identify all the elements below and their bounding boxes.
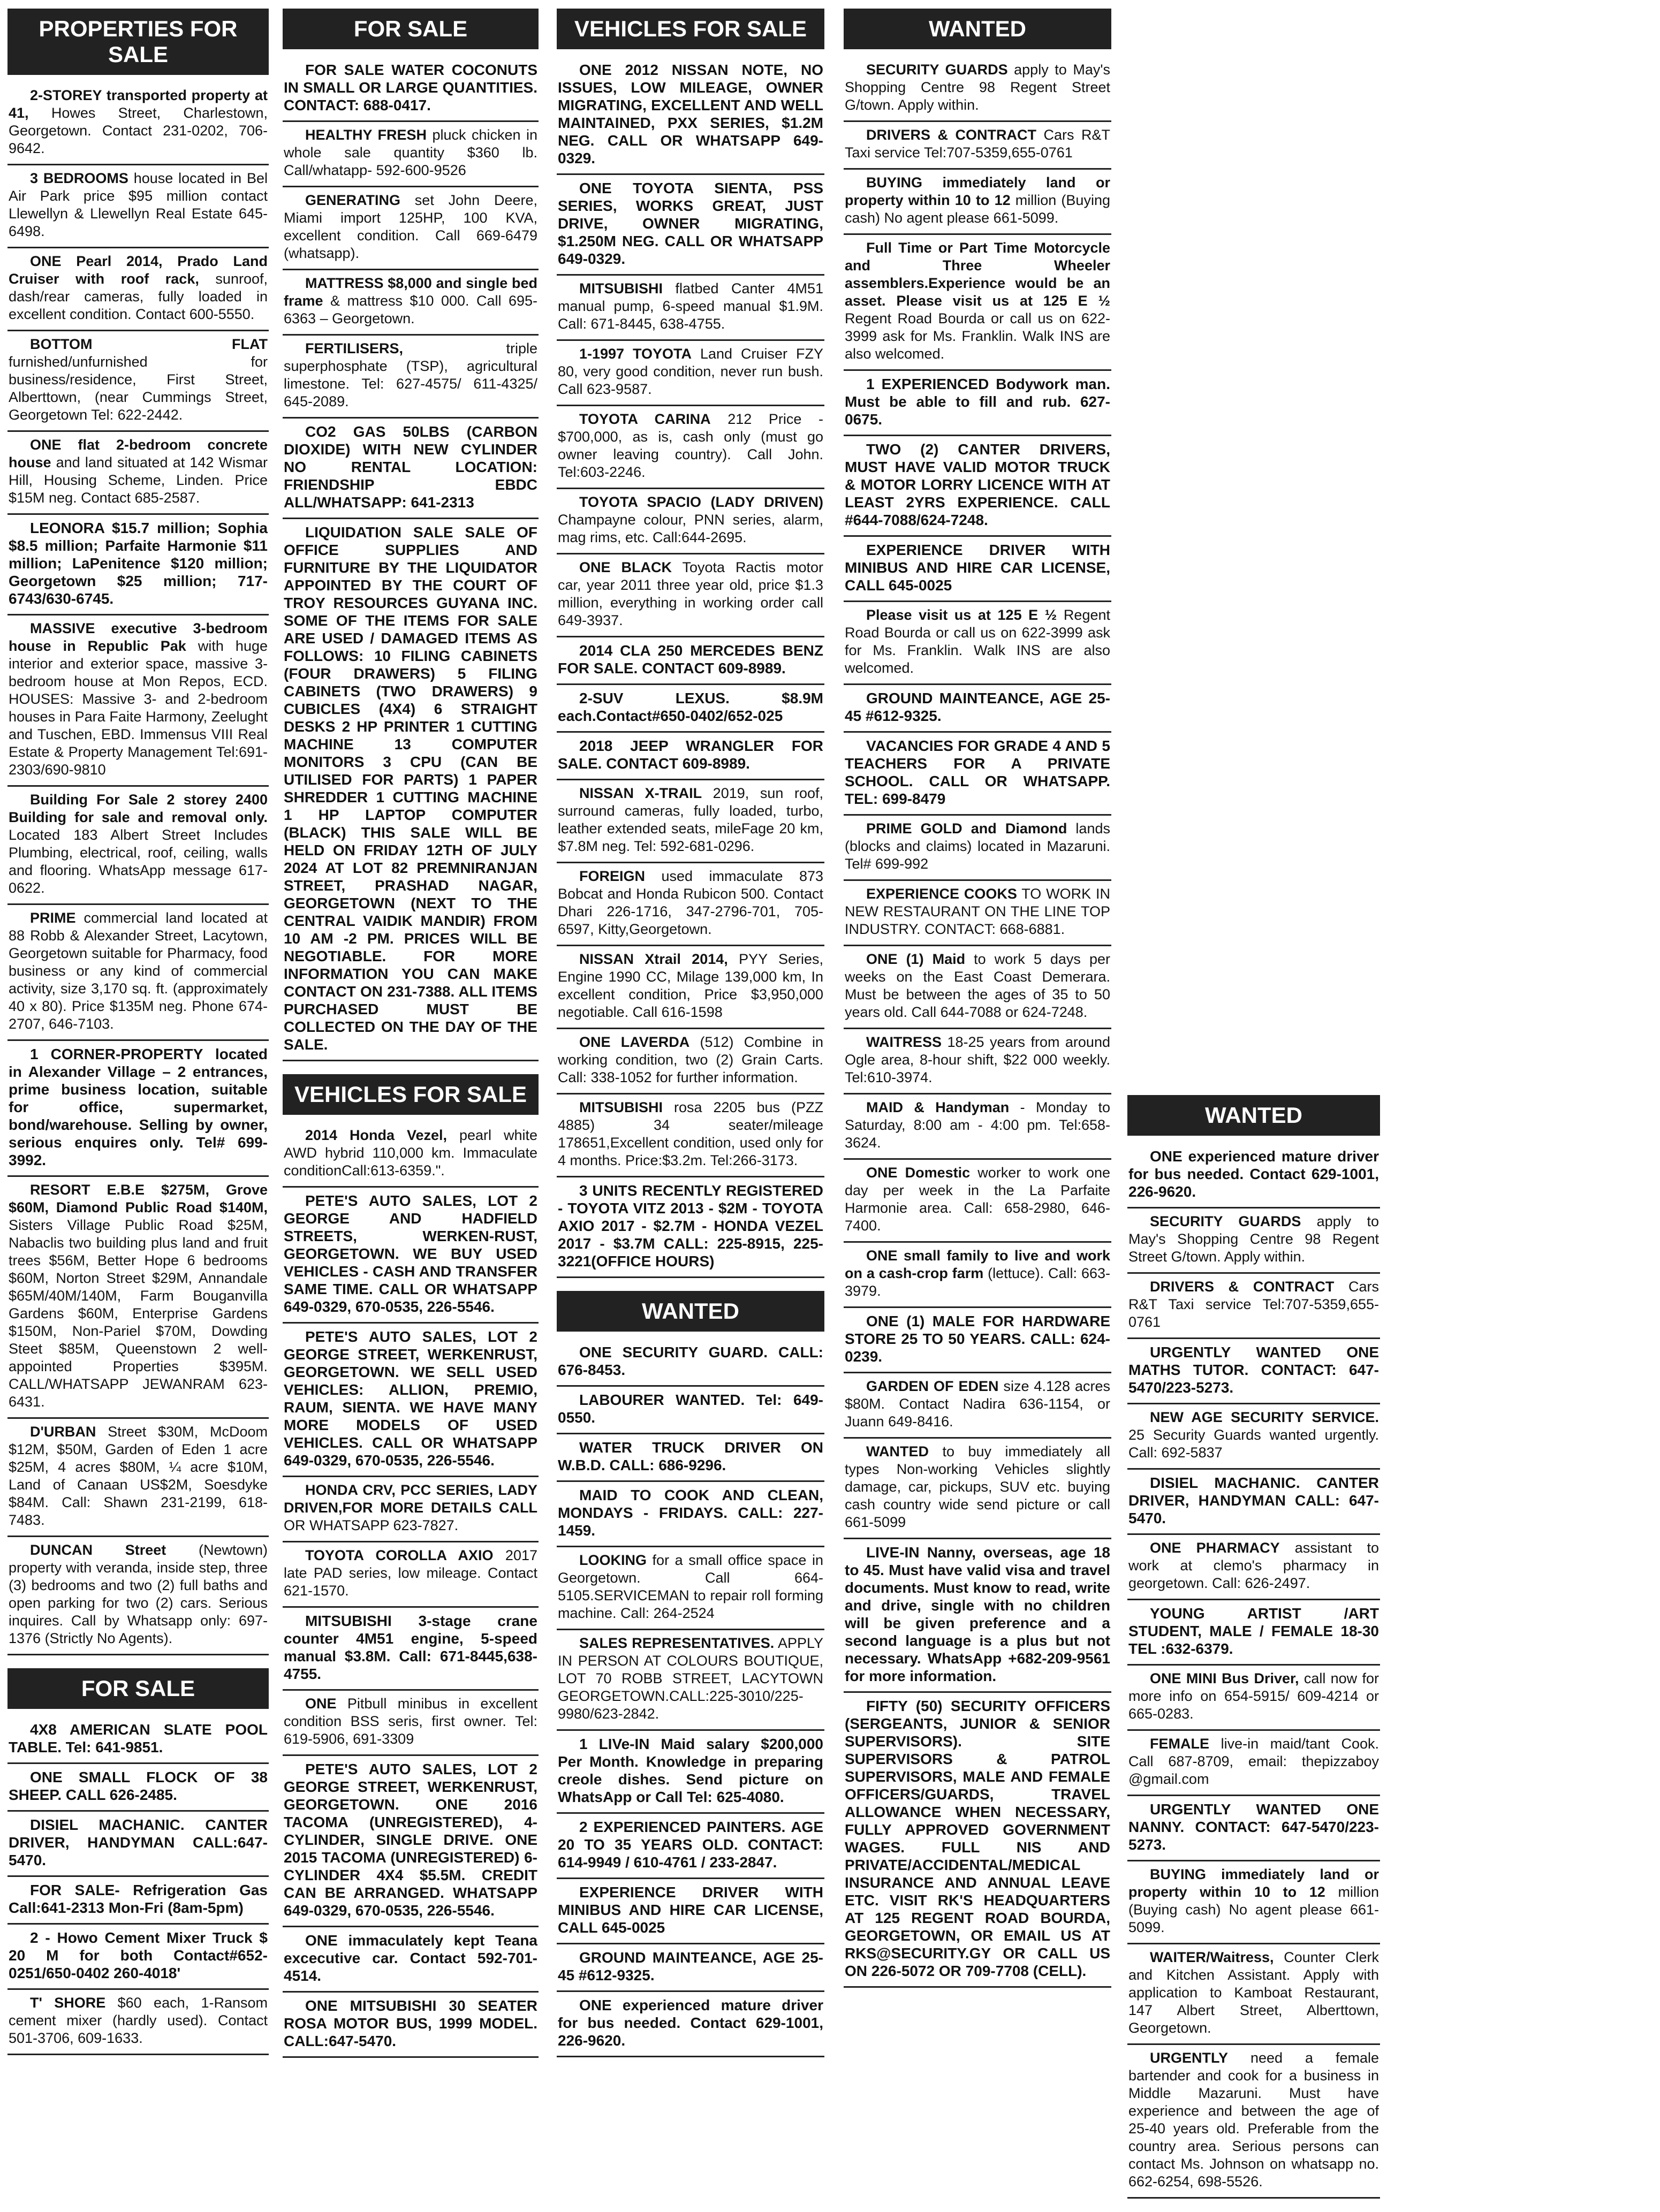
ad-lead: 3 BEDROOMS xyxy=(30,170,128,186)
ad-lead: T' SHORE xyxy=(30,1995,106,2011)
ad-lead: URGENTLY WANTED ONE NANNY. CONTACT: 647-5470/223-5273. xyxy=(1128,1801,1379,1853)
ad-body: Regent Road Bourda or call us on 622-3999 ask for Ms. Franklin. Walk INS are also welcomed. xyxy=(845,310,1110,362)
ad-body: (512) Combine in working condition, two (2) Grain Carts. Call: 338-1052 for further information. xyxy=(558,1034,823,1085)
classified-ad xyxy=(7,331,269,432)
ad-lead: GENERATING xyxy=(305,192,401,208)
ad-body: flatbed Canter 4M51 manual pump, 6-speed manual $1.9M. Call: 671-8445, 638-4755. xyxy=(558,280,823,332)
ad-body: Cars R&T Taxi service Tel:707-5359,655-0761 xyxy=(1128,1279,1379,1330)
classified-ad xyxy=(7,248,269,331)
classified-ad xyxy=(557,1814,824,1879)
classified-ad xyxy=(557,341,824,406)
ad-lead: PETE'S AUTO SALES, LOT 2 GEORGE STREET, WERKENRUST, GEORGETOWN. ONE 2016 TACOMA (UNREGISTERED), 4-CYLINDER, SINGLE DRIVE. ONE 2015 TACOMA (UNREGISTERED) 6-CYLINDER 4X4 $5.5M. CREDIT CAN BE ARRANGED. WHATSAPP 649-0329, 670-0535, 226-5546. xyxy=(284,1761,537,1919)
ad-body: pearl white AWD hybrid 110,000 km. Immaculate conditionCall:613-6359.". xyxy=(284,1127,537,1179)
classified-ad xyxy=(1127,1731,1380,1796)
classified-ad xyxy=(557,1547,824,1630)
classified-ad xyxy=(7,1537,269,1655)
classified-ad xyxy=(1127,1944,1380,2045)
classified-ad xyxy=(7,787,269,905)
ad-body: Toyota Ractis motor car, year 2011 three year old, price $1.3 million, everything in working order call 649-3937. xyxy=(558,559,823,628)
ad-body: worker to work one day per week in the La Parfaite Harmonie area. Call: 658-2980, 646-7400. xyxy=(845,1165,1110,1234)
ad-body: (Newtown) property with veranda, inside step, three (3) bedrooms and two (2) full baths and open parking for two (2) cars. Serious inquires. Call by Whatsapp only: 697-1376 (Strictly No Agents). xyxy=(9,1542,268,1646)
ad-body: used immaculate 873 Bobcat and Honda Rubicon 500. Contact Dhari 226-1716, 347-2796-701, 705-6597, Kitty,Georgetown. xyxy=(558,868,823,937)
classified-ad xyxy=(283,1188,539,1324)
ad-lead: SECURITY GUARDS xyxy=(866,62,1008,78)
ad-lead: Building For Sale 2 storey 2400 Building for sale and removal only. xyxy=(9,792,268,825)
section-header: VEHICLES FOR SALE xyxy=(557,9,824,49)
ad-lead: NISSAN Xtrail 2014, xyxy=(579,951,728,967)
ad-lead: FOR SALE WATER COCONUTS IN SMALL OR LARGE QUANTITIES. CONTACT: 688-0417. xyxy=(284,62,537,113)
classified-ad xyxy=(283,1324,539,1477)
ad-lead: BUYING immediately land or property within 10 to 12 xyxy=(845,174,1110,208)
classified-ad xyxy=(557,1387,824,1434)
classified-ad xyxy=(844,733,1111,816)
classified-ad xyxy=(844,537,1111,602)
ad-body: with huge interior and exterior space, massive 3-bedroom house at Mon Repos, ECD. HOUSES: Massive 3- and 2-bedroom houses in Para Faite Harmony, Zeelught and Tuschen, EBD. Immensus VIII Real Estate & Property Management Tel:691-2303/690-9810 xyxy=(9,638,268,778)
classified-ad xyxy=(844,602,1111,685)
ad-lead: BUYING immediately land or property within 10 to 12 xyxy=(1128,1866,1379,1900)
classified-ad xyxy=(557,1731,824,1814)
ad-body: lands (blocks and claims) located in Mazaruni. Tel# 699-992 xyxy=(845,820,1110,872)
classified-ad xyxy=(557,175,824,276)
ad-body: 25 Security Guards wanted urgently. Call: 692-5837 xyxy=(1128,1427,1379,1461)
classified-ad xyxy=(283,1993,539,2058)
ad-lead: 2018 JEEP WRANGLER FOR SALE. CONTACT 609-8989. xyxy=(558,738,823,772)
ad-lead: YOUNG ARTIST /ART STUDENT, MALE / FEMALE 18-30 TEL :632-6379. xyxy=(1128,1605,1379,1657)
classified-ad xyxy=(283,336,539,419)
classified-ad xyxy=(557,276,824,341)
section-gap xyxy=(7,1655,269,1668)
ad-body: for a small office space in Georgetown. Call 664-5105.SERVICEMAN to repair roll forming machine. Call: 264-2524 xyxy=(558,1552,823,1621)
section-gap xyxy=(557,1278,824,1291)
classified-ad xyxy=(7,1716,269,1764)
ad-lead: Full Time or Part Time Motorcycle and Three Wheeler assemblers.Experience would be an asset. Please visit us at 125 E ½ xyxy=(845,240,1110,309)
classified-ad xyxy=(557,489,824,554)
section-header: WANTED xyxy=(557,1291,824,1332)
ad-lead: DRIVERS & CONTRACT xyxy=(866,127,1036,143)
ad-lead: ONE PHARMACY xyxy=(1150,1540,1280,1556)
ad-body: Regent Road Bourda or call us on 622-3999 ask for Ms. Franklin. Walk INS are also welcomed. xyxy=(845,607,1110,676)
classified-ad xyxy=(7,515,269,615)
classified-ad xyxy=(557,780,824,863)
ad-body: triple superphosphate (TSP), agricultural limestone. Tel: 627-4575/ 611-4325/ 645-2089. xyxy=(284,340,537,409)
ad-body: (lettuce). Call: 663-3979. xyxy=(845,1265,1110,1299)
ad-lead: WATER TRUCK DRIVER ON W.B.D. CALL: 686-9296. xyxy=(558,1439,823,1473)
classified-ad xyxy=(844,881,1111,946)
classified-ad xyxy=(283,270,539,336)
column-5 xyxy=(1127,1095,1380,2199)
classified-ad xyxy=(7,615,269,787)
ad-lead: FOR SALE- Refrigeration Gas Call:641-2313 Mon-Fri (8am-5pm) xyxy=(9,1882,268,1916)
classified-ad xyxy=(844,1160,1111,1243)
classified-ad xyxy=(1127,1600,1380,1666)
classified-ad xyxy=(557,1630,824,1731)
ad-lead: DRIVERS & CONTRACT xyxy=(1150,1279,1335,1295)
classified-ad xyxy=(1127,1404,1380,1470)
column-4 xyxy=(844,9,1111,1988)
classified-ad xyxy=(7,1925,269,1990)
section-gap xyxy=(283,1061,539,1074)
ad-lead: TOYOTA CARINA xyxy=(579,411,711,427)
classified-ad xyxy=(283,1608,539,1691)
ad-lead: LIQUIDATION SALE SALE OF OFFICE SUPPLIES AND FURNITURE BY THE LIQUIDATOR APPOINTED BY THE COURT OF TROY RESOURCES GUYANA INC. SOME OF THE ITEMS FOR SALE ARE USED / DAMAGED ITEMS AS FOLLOWS: 10 FILING CABINETS (FOUR DRAWERS) 5 FILING CABINETS (TWO DRAWERS) 9 CUBICLES (4X4) 6 STRAIGHT DESKS 2 HP PRINTER 1 CUTTING MACHINE 13 COMPUTER MONITORS 3 CPU (CAN BE UTILISED FOR PARTS) 1 PAPER SHREDDER 1 CUTTING MACHINE 1 HP LAPTOP COMPUTER (BLACK) THIS SALE WILL BE HELD ON FRIDAY 12TH OF JULY 2024 AT LOT 82 PREMNIRANJAN STREET, PRASHAD NAGAR, GEORGETOWN (NEXT TO THE CENTRAL VAIDIK MANDIR) FROM 10 AM -2 PM. PRICES WILL BE NEGOTIABLE. FOR MORE INFORMATION YOU CAN MAKE CONTACT ON 231-7388. ALL ITEMS PURCHASED MUST BE COLLECTED ON THE DAY OF THE SALE. xyxy=(284,524,537,1053)
ad-lead: MAID & Handyman xyxy=(866,1099,1010,1115)
ad-lead: ONE small family to live and work on a cash-crop farm xyxy=(845,1248,1110,1281)
ad-lead: PETE'S AUTO SALES, LOT 2 GEORGE STREET, WERKENRUST, GEORGETOWN. WE SELL USED VEHICLES: ALLION, PREMIO, RAUM, SIENTA. WE HAVE MANY MORE MODELS OF USED VEHICLES. CALL OR WHATSAPP 649-0329, 670-0535, 226-5546. xyxy=(284,1328,537,1469)
classified-ad xyxy=(844,436,1111,537)
ad-body: apply to May's Shopping Centre 98 Regent Street G/town. Apply within. xyxy=(1128,1213,1379,1265)
column-2 xyxy=(283,9,539,2058)
ad-lead: HEALTHY FRESH xyxy=(305,127,427,143)
classified-ad xyxy=(557,1482,824,1547)
ad-lead: WAITRESS xyxy=(866,1034,942,1050)
classified-ad xyxy=(557,554,824,637)
ad-body: PYY Series, Engine 1990 CC, Milage 139,000 km, In excellent condition, Price $3,950,000 negotiable. Call 616-1598 xyxy=(558,951,823,1020)
ad-lead: ONE immaculately kept Teana excecutive car. Contact 592-701-4514. xyxy=(284,1932,537,1984)
classified-ad xyxy=(1127,1861,1380,1944)
section-header: PROPERTIES FOR SALE xyxy=(7,9,269,75)
classified-ad xyxy=(557,637,824,685)
ad-lead: MITSUBISHI xyxy=(579,280,663,297)
ad-lead: MAID TO COOK AND CLEAN, MONDAYS - FRIDAYS. CALL: 227-1459. xyxy=(558,1487,823,1539)
ad-body: - Monday to Saturday, 8:00 am - 4:00 pm. Tel:658-3624. xyxy=(845,1099,1110,1151)
classified-ad xyxy=(7,82,269,165)
ad-body: to work 5 days per weeks on the East Coast Demerara. Must be between the ages of 35 to 50 years old. Call 644-7088 or 624-7248. xyxy=(845,951,1110,1020)
classified-ad xyxy=(7,1177,269,1419)
ad-lead: 1 EXPERIENCED Bodywork man. Must be able to fill and rub. 627-0675. xyxy=(845,376,1110,428)
section-header: FOR SALE xyxy=(7,1668,269,1709)
ad-lead: PETE'S AUTO SALES, LOT 2 GEORGE AND HADFIELD STREETS, WERKEN-RUST, GEORGETOWN. WE BUY USED VEHICLES - CASH AND TRANSFER SAME TIME. CALL OR WHATSAPP 649-0329, 670-0535, 226-5546. xyxy=(284,1192,537,1315)
ad-body: rosa 2205 bus (PZZ 4885) 34 seater/mileage 178651,Excellent condition, used only for 4 months. Price:$3.2m. Tel:266-3173. xyxy=(558,1099,823,1168)
classified-ad xyxy=(1127,1208,1380,1274)
classified-ad xyxy=(844,1094,1111,1160)
classified-ad xyxy=(557,57,824,175)
classified-ad xyxy=(7,165,269,248)
ad-body: million (Buying cash) No agent please 661-5099. xyxy=(845,192,1110,226)
classified-ad xyxy=(7,905,269,1041)
ad-body: Pitbull minibus in excellent condition BSS seris, first owner. Tel: 619-5906, 691-3309 xyxy=(284,1696,537,1747)
ad-body: pluck chicken in whole sale quantity $360 lb. Call/whatapp- 592-600-9526 xyxy=(284,127,537,178)
classified-ad xyxy=(844,170,1111,235)
ad-body: apply to May's Shopping Centre 98 Regent Street G/town. Apply within. xyxy=(845,62,1110,113)
ad-body: assistant to work at clemo's pharmacy in georgetown. Call: 626-2497. xyxy=(1128,1540,1379,1591)
section-header: WANTED xyxy=(844,9,1111,49)
classified-ad xyxy=(283,1477,539,1542)
column-1 xyxy=(7,9,269,2055)
ad-body: and land situated at 142 Wismar Hill, Housing Scheme, Linden. Price $15M neg. Contact 685-2587. xyxy=(9,454,268,506)
ad-lead: 1 CORNER-PROPERTY located in Alexander Village – 2 entrances, prime business location, suitable for office, supermarket, bond/warehouse. Selling by owner, serious enquires only. Tel# 699-3992. xyxy=(9,1046,268,1168)
ad-lead: FIFTY (50) SECURITY OFFICERS (SERGEANTS, JUNIOR & SENIOR SUPERVISORS). SITE SUPERVISORS & PATROL SUPERVISORS, MALE AND FEMALE OFFICERS/GUARDS, TRAVEL ALLOWANCE WHEN NECESSARY, FULLY APPROVED GOVERNMENT WAGES. FULL NIS AND PRIVATE/ACCIDENTAL/MEDICAL INSURANCE AND ANNUAL LEAVE ETC. VISIT RK'S HEADQUARTERS AT 125 REGENT ROAD BOURDA, GEORGETOWN, OR EMAIL US AT RKS@SECURITY.GY OR CALL US ON 226-5072 OR 709-7708 (CELL). xyxy=(845,1698,1110,1979)
ad-lead: ONE TOYOTA SIENTA, PSS SERIES, WORKS GREAT, JUST DRIVE, OWNER MIGRATING, $1.250M NEG. CALL OR WHATSAPP 649-0329. xyxy=(558,180,823,267)
classified-ad xyxy=(7,1812,269,1877)
ad-lead: Please visit us at 125 E ½ xyxy=(866,607,1057,623)
classified-ad xyxy=(844,235,1111,371)
ad-body: Located 183 Albert Street Includes Plumbing, electrical, roof, ceiling, walls and flooring. WhatsApp message 617-0622. xyxy=(9,827,268,896)
ad-lead: URGENTLY WANTED ONE MATHS TUTOR. CONTACT: 647-5470/223-5273. xyxy=(1128,1344,1379,1396)
ad-body: OR WHATSAPP 623-7827. xyxy=(284,1517,459,1533)
ad-body: Cars R&T Taxi service Tel:707-5359,655-0761 xyxy=(845,127,1110,161)
ad-body: Street $30M, McDoom $12M, $50M, Garden of Eden 1 acre $25M, 4 acres $80M, ¼ acre $10M, Land of Canaan US$2M, Soesdyke $84M. Call: Shawn 231-2199, 618-7483. xyxy=(9,1424,268,1528)
ad-lead: FERTILISERS, xyxy=(305,340,404,356)
ad-lead: 2 - Howo Cement Mixer Truck $ 20 M for both Contact#652-0251/650-0402 260-4018' xyxy=(9,1929,268,1981)
ad-body: Champayne colour, PNN series, alarm, mag rims, etc. Call:644-2695. xyxy=(558,512,823,545)
classified-ad xyxy=(844,1439,1111,1539)
classified-ad xyxy=(1127,1535,1380,1600)
classified-ad xyxy=(1127,1274,1380,1339)
classified-ad xyxy=(557,1339,824,1387)
classified-ad xyxy=(7,1041,269,1177)
ad-lead: CO2 GAS 50LBS (CARBON DIOXIDE) WITH NEW CYLINDER NO RENTAL LOCATION: FRIENDSHIP EBDC ALL/WHATSAPP: 641-2313 xyxy=(284,423,537,511)
ad-lead: WAITER/Waitress, xyxy=(1150,1949,1274,1965)
classified-ad xyxy=(283,187,539,270)
ad-lead: ONE flat 2-bedroom concrete house xyxy=(9,437,268,470)
classified-ad xyxy=(844,1243,1111,1308)
classified-ad xyxy=(557,1094,824,1177)
ad-lead: ONE SMALL FLOCK OF 38 SHEEP. CALL 626-2485. xyxy=(9,1769,268,1803)
ad-lead: GROUND MAINTEANCE, AGE 25-45 #612-9325. xyxy=(558,1949,823,1983)
classified-ad xyxy=(1127,1666,1380,1731)
ad-lead: RESORT E.B.E $275M, Grove $60M, Diamond Public Road $140M, xyxy=(9,1182,268,1215)
classified-ad xyxy=(557,733,824,780)
classified-ad xyxy=(844,1539,1111,1693)
classified-ad xyxy=(844,816,1111,881)
ad-body: to buy immediately all types Non-working Vehicles slightly damage, car, pickups, SUV etc. buying cash country wide send picture or call 661-5099 xyxy=(845,1443,1110,1530)
classified-ad xyxy=(844,685,1111,733)
ad-lead: PRIME xyxy=(30,910,76,926)
ad-lead: WANTED xyxy=(866,1443,929,1460)
ad-body: Sisters Village Public Road $25M, Nabaclis two building plus land and fruit trees $56M, Better Hope 6 bedrooms $60M, Norton Street $29M, Annandale $65M/40M/140M, Farm Bouganvilla Gardens $60M, Enterprise Gardens $150M, Non-Pariel $70M, Dowding Steet $85M, Queenstown 2 well-appointed Properties $395M. CALL/WHATSAPP JEWANRAM 623-6431. xyxy=(9,1217,268,1410)
classified-ad xyxy=(283,1927,539,1993)
ad-body: Land Cruiser FZY 80, very good condition, never run bush. Call 623-9587. xyxy=(558,346,824,397)
ad-lead: ONE MINI Bus Driver, xyxy=(1150,1670,1299,1686)
ad-lead: DISIEL MACHANIC. CANTER DRIVER, HANDYMAN CALL: 647-5470. xyxy=(1128,1474,1379,1526)
ad-lead: GARDEN OF EDEN xyxy=(866,1378,999,1394)
ad-lead: 1 LIVe-IN Maid salary $200,000 Per Month. Knowledge in preparing creole dishes. Send picture on WhatsApp or Call Tel: 625-4080. xyxy=(558,1736,823,1805)
classified-ad xyxy=(557,1434,824,1482)
ad-lead: LOOKING xyxy=(579,1552,647,1568)
ad-lead: VACANCIES FOR GRADE 4 AND 5 TEACHERS FOR A PRIVATE SCHOOL. CALL OR WHATSAPP. TEL: 699-8479 xyxy=(845,738,1110,807)
ad-lead: NEW AGE SECURITY SERVICE. xyxy=(1150,1409,1379,1425)
ad-lead: URGENTLY xyxy=(1150,2050,1229,2066)
classified-ad xyxy=(844,1693,1111,1988)
ad-lead: LEONORA $15.7 million; Sophia $8.5 million; Parfaite Harmonie $11 million; LaPenitence $120 million; Georgetown $25 million; 717-6743/630-6745. xyxy=(9,520,268,607)
classified-ad xyxy=(1127,1339,1380,1404)
ad-lead: BOTTOM FLAT xyxy=(30,336,268,352)
ad-lead: TOYOTA COROLLA AXIO xyxy=(305,1547,494,1563)
ad-lead: GROUND MAINTEANCE, AGE 25-45 #612-9325. xyxy=(845,690,1110,724)
ad-lead: LABOURER WANTED. Tel: 649-0550. xyxy=(558,1392,823,1426)
ad-body: 212 Price - $700,000, as is, cash only (must go owner leaving country). Call John. Tel:603-2246. xyxy=(558,411,823,480)
ad-lead: TWO (2) CANTER DRIVERS, MUST HAVE VALID MOTOR TRUCK & MOTOR LORRY LICENCE WITH AT LEAST 2YRS EXPERIENCE. CALL #644-7088/624-7248. xyxy=(845,441,1110,528)
ad-lead: ONE experienced mature driver for bus needed. Contact 629-1001, 226-9620. xyxy=(558,1997,823,2049)
ad-body: Counter Clerk and Kitchen Assistant. Apply with application to Kamboat Restaurant, 147 Albert Street, Alberttown, Georgetown. xyxy=(1128,1949,1379,2036)
ad-lead: DISIEL MACHANIC. CANTER DRIVER, HANDYMAN CALL:647-5470. xyxy=(9,1816,268,1868)
ad-body: sunroof, dash/rear cameras, fully loaded in excellent condition. Contact 600-5550. xyxy=(9,271,268,322)
ad-lead: ONE (1) MALE FOR HARDWARE STORE 25 TO 50 YEARS. CALL: 624-0239. xyxy=(845,1313,1110,1365)
ad-lead: ONE SECURITY GUARD. CALL: 676-8453. xyxy=(558,1344,823,1378)
ad-lead: ONE LAVERDA xyxy=(579,1034,690,1050)
ad-lead: SALES REPRESENTATIVES. xyxy=(579,1635,775,1651)
classified-ad xyxy=(844,1308,1111,1373)
classified-ad xyxy=(844,122,1111,170)
ad-lead: DUNCAN Street xyxy=(30,1542,166,1558)
classified-ad xyxy=(283,57,539,122)
classified-ad xyxy=(283,1542,539,1608)
classified-ad xyxy=(557,1879,824,1944)
classified-ad xyxy=(283,1756,539,1927)
classified-ad xyxy=(557,1029,824,1094)
ad-body: 18-25 years from around Ogle area, 8-hour shift, $22 000 weekly. Tel:610-3974. xyxy=(845,1034,1110,1085)
ad-lead: FEMALE xyxy=(1150,1736,1209,1752)
section-header: VEHICLES FOR SALE xyxy=(283,1074,539,1115)
ad-lead: NISSAN X-TRAIL xyxy=(579,785,702,801)
classified-ad xyxy=(844,1373,1111,1439)
classified-ad xyxy=(1127,1796,1380,1861)
ad-lead: ONE 2012 NISSAN NOTE, NO ISSUES, LOW MILEAGE, OWNER MIGRATING, EXCELLENT AND WELL MAINTAINED, PXX SERIES, $1.2M NEG. CALL OR WHATSAPP 649-0329. xyxy=(558,62,823,166)
classified-ad xyxy=(7,1877,269,1925)
classified-ad xyxy=(1127,1470,1380,1535)
ad-body: $60 each, 1-Ransom cement mixer (hardly used). Contact 501-3706, 609-1633. xyxy=(9,1995,268,2046)
ad-body: 2019, sun roof, surround cameras, fully loaded, turbo, leather extended seats, mileFage 20 km, $7.8M neg. Tel: 592-681-0296. xyxy=(558,785,823,854)
classified-ad xyxy=(283,1691,539,1756)
ad-body: set John Deere, Miami import 125HP, 100 KVA, excellent condition. Call 669-6479 (whatsapp). xyxy=(284,192,537,261)
ad-lead: LIVE-IN Nanny, overseas, age 18 to 45. Must have valid visa and travel documents. Must know to read, write and drive, single with no children will be given preference and a second language is a plus but not necessary. WhatsApp +682-209-9561 for more information. xyxy=(845,1544,1110,1684)
ad-lead: 2014 Honda Vezel, xyxy=(305,1127,448,1143)
ad-lead: 1-1997 TOYOTA xyxy=(579,346,692,362)
ad-lead: MATTRESS $8,000 and single bed frame xyxy=(284,275,537,309)
classified-ad xyxy=(844,1029,1111,1094)
classified-ad xyxy=(7,1990,269,2055)
ad-body: commercial land located at 88 Robb & Alexander Street, Lacytown, Georgetown suitable for Pharmacy, food business or any kind of commercial activity, size 3,170 sq. ft. (approximately 40 x 80). Price $135M neg. Phone 674-2707, 646-7103. xyxy=(9,910,268,1032)
ad-lead: 2 EXPERIENCED PAINTERS. AGE 20 TO 35 YEARS OLD. CONTACT: 614-9949 / 610-4761 / 233-2847. xyxy=(558,1819,823,1871)
ad-lead: EXPERIENCE COOKS xyxy=(866,886,1017,902)
classified-ad xyxy=(1127,1143,1380,1208)
ad-lead: MITSUBISHI 3-stage crane counter 4M51 engine, 5-speed manual $3.8M. Call: 671-8445,638-4755. xyxy=(284,1613,537,1682)
ad-lead: D'URBAN xyxy=(30,1424,96,1440)
ad-body: TO WORK IN NEW RESTAURANT ON THE LINE TOP INDUSTRY. CONTACT: 668-6881. xyxy=(845,886,1111,937)
ad-lead: EXPERIENCE DRIVER WITH MINIBUS AND HIRE CAR LICENSE, CALL 645-0025 xyxy=(558,1884,823,1936)
classified-ad xyxy=(283,419,539,519)
classified-ad xyxy=(1127,2045,1380,2199)
ad-body: need a female bartender and cook for a business in Middle Mazaruni. Must have experience and between the age of 25-40 years old. Preferable from the country area. Serious persons can contact Ms. Johnson on whatsapp no. 662-6254, 698-5526. xyxy=(1128,2050,1379,2190)
ad-body: live-in maid/tant Cook. Call 687-8709, email: thepizzaboy @gmail.com xyxy=(1128,1736,1379,1787)
ad-lead: ONE experienced mature driver for bus needed. Contact 629-1001, 226-9620. xyxy=(1128,1148,1379,1200)
ad-lead: FOREIGN xyxy=(579,868,646,884)
classified-ad xyxy=(844,371,1111,436)
ad-lead: ONE MITSUBISHI 30 SEATER ROSA MOTOR BUS, 1999 MODEL. CALL:647-5470. xyxy=(284,1997,537,2049)
ad-lead: ONE xyxy=(305,1696,337,1712)
classified-ad xyxy=(557,406,824,489)
column-3 xyxy=(557,9,824,2057)
ad-body: million (Buying cash) No agent please 661-5099. xyxy=(1128,1884,1379,1935)
classified-ad xyxy=(557,863,824,946)
classified-ad xyxy=(557,685,824,733)
ad-body: size 4.128 acres $80M. Contact Nadira 636-1154, or Juann 649-8416. xyxy=(845,1378,1110,1430)
ad-lead: HONDA CRV, PCC SERIES, LADY DRIVEN,FOR MORE DETAILS CALL xyxy=(284,1482,537,1516)
ad-lead: ONE (1) Maid xyxy=(866,951,966,967)
classified-ad xyxy=(557,1944,824,1992)
classified-ad xyxy=(557,1177,824,1278)
ad-lead: MASSIVE executive 3-bedroom house in Republic Pak xyxy=(9,620,268,654)
ad-body: APPLY IN PERSON AT COLOURS BOUTIQUE, LOT 70 ROBB STREET, LACYTOWN GEORGETOWN.CALL:225-3010/225-9980/623-2842. xyxy=(558,1635,823,1722)
classified-ad xyxy=(557,946,824,1029)
classified-ad xyxy=(283,122,539,187)
ad-body: Howes Street, Charlestown, Georgetown. Contact 231-0202, 706-9642. xyxy=(9,105,268,156)
classified-ad xyxy=(7,1764,269,1812)
ad-lead: 2014 CLA 250 MERCEDES BENZ FOR SALE. CONTACT 609-8989. xyxy=(558,642,823,676)
classified-ad xyxy=(7,432,269,515)
section-header: WANTED xyxy=(1127,1095,1380,1136)
classified-ad xyxy=(557,1992,824,2057)
ad-lead: ONE Domestic xyxy=(866,1165,971,1181)
ad-lead: TOYOTA SPACIO (LADY DRIVEN) xyxy=(579,494,823,510)
ad-lead: MITSUBISHI xyxy=(579,1099,663,1115)
ad-lead: 2-SUV LEXUS. $8.9M each.Contact#650-0402/652-025 xyxy=(558,690,823,724)
ad-lead: 3 UNITS RECENTLY REGISTERED - TOYOTA VITZ 2013 - $2M - TOYOTA AXIO 2017 - $2.7M - HONDA VEZEL 2017 - $3.7M CALL: 225-8915, 225-3221(OFFICE HOURS) xyxy=(558,1182,823,1270)
section-header: FOR SALE xyxy=(283,9,539,49)
classified-ad xyxy=(7,1419,269,1537)
ad-lead: EXPERIENCE DRIVER WITH MINIBUS AND HIRE CAR LICENSE, CALL 645-0025 xyxy=(845,542,1110,594)
ad-body: furnished/unfurnished for business/residence, First Street, Alberttown, (near Cummings Street, Georgetown Tel: 622-2442. xyxy=(9,354,268,423)
ad-lead: 2-STOREY transported property at 41, xyxy=(9,87,268,121)
classified-ad xyxy=(283,519,539,1061)
ad-lead: SECURITY GUARDS xyxy=(1150,1213,1301,1229)
ad-body: & mattress $10 000. Call 695-6363 – Georgetown. xyxy=(284,293,537,326)
classified-ad xyxy=(283,1122,539,1188)
ad-body: 2017 late PAD series, low mileage. Contact 621-1570. xyxy=(284,1547,537,1599)
ad-lead: 4X8 AMERICAN SLATE POOL TABLE. Tel: 641-9851. xyxy=(9,1721,268,1755)
ad-body: call now for more info on 654-5915/ 609-4214 or 665-0283. xyxy=(1128,1670,1379,1722)
classified-ad xyxy=(844,57,1111,122)
ad-lead: ONE Pearl 2014, Prado Land Cruiser with roof rack, xyxy=(9,253,268,287)
ad-lead: PRIME GOLD and Diamond xyxy=(866,820,1067,837)
classified-ad xyxy=(844,946,1111,1029)
ad-lead: ONE BLACK xyxy=(579,559,672,575)
ad-body: house located in Bel Air Park price $95 million contact Llewellyn & Llewellyn Real Estate 645-6498. xyxy=(9,170,268,239)
